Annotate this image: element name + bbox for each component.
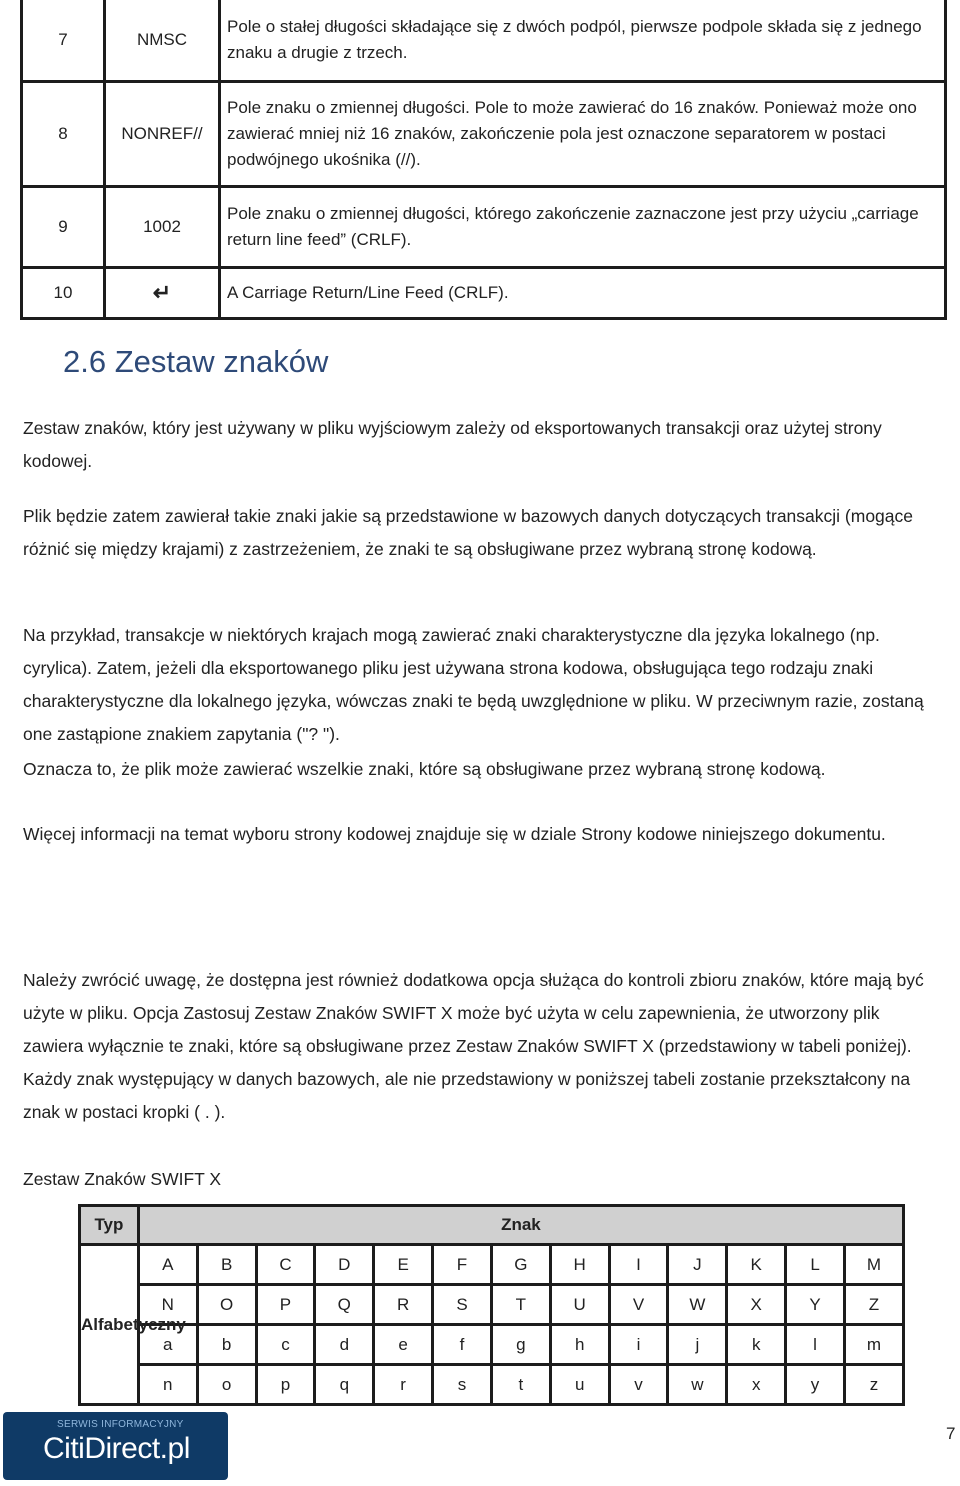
char-cell: L	[786, 1245, 845, 1285]
char-cell: a	[138, 1325, 197, 1365]
table-row	[22, 268, 946, 319]
field-format-table	[20, 0, 947, 320]
header-type: Typ	[80, 1206, 139, 1245]
char-cell: t	[491, 1365, 550, 1405]
char-cell: j	[668, 1325, 727, 1365]
table-row	[22, 82, 946, 187]
char-cell: B	[197, 1245, 256, 1285]
char-cell: x	[727, 1365, 786, 1405]
char-cell: s	[433, 1365, 492, 1405]
char-cell: M	[844, 1245, 903, 1285]
table-row	[80, 1365, 904, 1405]
table-header-row	[80, 1206, 904, 1245]
char-cell: J	[668, 1245, 727, 1285]
char-cell: y	[786, 1365, 845, 1405]
char-cell: N	[138, 1285, 197, 1325]
logo-subtitle: SERWIS INFORMACYJNY	[57, 1419, 184, 1430]
logo-title: CitiDirect.pl	[43, 1432, 190, 1465]
field-number: 8	[22, 82, 105, 187]
field-description: Pole znaku o zmiennej długości, którego zakończenie zaznaczone jest przy użyciu „carriage return line feed” (CRLF).	[220, 187, 946, 268]
char-cell: R	[374, 1285, 433, 1325]
char-cell: v	[609, 1365, 668, 1405]
char-cell: I	[609, 1245, 668, 1285]
char-cell: i	[609, 1325, 668, 1365]
char-cell: A	[138, 1245, 197, 1285]
paragraph: Należy zwrócić uwagę, że dostępna jest również dodatkowa opcja służąca do kontroli zbioru znaków, które mają być użyte w pliku. Opcja Zastosuj Zestaw Znaków SWIFT X może być użyta w celu zapewnienia, że utworzony plik zawiera wyłącznie te znaki, które są obsługiwane przez Zestaw Znaków SWIFT X (przedstawiony w tabeli poniżej). Każdy znak występujący w danych bazowych, ale nie przedstawiony w poniższej tabeli zostanie przekształcony na znak w postaci kropki ( . ).	[23, 970, 924, 1122]
char-cell: p	[256, 1365, 315, 1405]
char-cell: l	[786, 1325, 845, 1365]
char-cell: G	[491, 1245, 550, 1285]
table-row	[80, 1245, 904, 1285]
paragraph: Zestaw znaków, który jest używany w pliku wyjściowym zależy od eksportowanych transakcji oraz użytej strony kodowej.	[23, 418, 882, 471]
page-number: 7	[946, 1424, 956, 1443]
field-code: NMSC	[105, 0, 220, 82]
char-cell: n	[138, 1365, 197, 1405]
char-cell: F	[433, 1245, 492, 1285]
paragraph: Plik będzie zatem zawierał takie znaki jakie są przedstawione w bazowych danych dotyczących transakcji (mogące różnić się między krajami) z zastrzeżeniem, że znaki te są obsługiwane przez wybraną stronę kodową.	[23, 506, 913, 559]
char-cell: Q	[315, 1285, 374, 1325]
char-cell: Z	[844, 1285, 903, 1325]
char-cell: T	[491, 1285, 550, 1325]
char-cell: W	[668, 1285, 727, 1325]
type-cell: Alfabetyczny	[80, 1245, 139, 1405]
field-number: 9	[22, 187, 105, 268]
char-cell: V	[609, 1285, 668, 1325]
charset-body	[80, 1245, 904, 1405]
char-cell: h	[550, 1325, 609, 1365]
char-cell: S	[433, 1285, 492, 1325]
char-cell: X	[727, 1285, 786, 1325]
paragraph: Na przykład, transakcje w niektórych krajach mogą zawierać znaki charakterystyczne dla języka lokalnego (np. cyrylica). Zatem, jeżeli dla eksportowanego pliku jest używana strona kodowa, obsługująca tego rodzaju znaki charakterystyczne dla lokalnego języka, wówczas znaki te będą uwzględnione w pliku. W przeciwnym razie, zostaną one zastąpione znakiem zapytania ("? ").	[23, 625, 924, 744]
char-cell: e	[374, 1325, 433, 1365]
char-cell: c	[256, 1325, 315, 1365]
field-number: 10	[22, 268, 105, 319]
char-cell: d	[315, 1325, 374, 1365]
char-cell: b	[197, 1325, 256, 1365]
char-cell: O	[197, 1285, 256, 1325]
char-cell: r	[374, 1365, 433, 1405]
table-caption: Zestaw Znaków SWIFT X	[23, 1169, 222, 1189]
paragraph: Oznacza to, że plik może zawierać wszelkie znaki, które są obsługiwane przez wybraną stronę kodową.	[23, 759, 826, 779]
char-cell: Y	[786, 1285, 845, 1325]
char-cell: z	[844, 1365, 903, 1405]
char-cell: w	[668, 1365, 727, 1405]
char-cell: U	[550, 1285, 609, 1325]
field-code: 1002	[105, 187, 220, 268]
char-cell: m	[844, 1325, 903, 1365]
table-row	[80, 1325, 904, 1365]
char-cell: k	[727, 1325, 786, 1365]
swift-x-charset-table	[78, 1204, 905, 1406]
section-heading: 2.6 Zestaw znaków	[63, 344, 329, 379]
char-cell: q	[315, 1365, 374, 1405]
char-cell: E	[374, 1245, 433, 1285]
field-description: Pole o stałej długości składające się z dwóch podpól, pierwsze podpole składa się z jednego znaku a drugie z trzech.	[220, 0, 946, 82]
char-cell: C	[256, 1245, 315, 1285]
field-code	[105, 268, 220, 319]
char-cell: f	[433, 1325, 492, 1365]
header-char: Znak	[138, 1206, 903, 1245]
table-row	[80, 1285, 904, 1325]
field-code: NONREF//	[105, 82, 220, 187]
char-cell: g	[491, 1325, 550, 1365]
char-cell: H	[550, 1245, 609, 1285]
field-description: Pole znaku o zmiennej długości. Pole to może zawierać do 16 znaków. Ponieważ może ono zawierać mniej niż 16 znaków, zakończenie pola jest oznaczone separatorem w postaci podwójnego ukośnika (//).	[220, 82, 946, 187]
char-cell: D	[315, 1245, 374, 1285]
char-cell: K	[727, 1245, 786, 1285]
table-row	[22, 187, 946, 268]
carriage-return-icon: ↵	[152, 280, 172, 305]
char-cell: o	[197, 1365, 256, 1405]
field-number: 7	[22, 0, 105, 82]
citidirect-logo	[3, 1412, 228, 1480]
table-row	[22, 0, 946, 82]
char-cell: P	[256, 1285, 315, 1325]
field-description: A Carriage Return/Line Feed (CRLF).	[220, 268, 946, 319]
char-cell: u	[550, 1365, 609, 1405]
paragraph: Więcej informacji na temat wyboru strony kodowej znajduje się w dziale Strony kodowe niniejszego dokumentu.	[23, 824, 886, 844]
